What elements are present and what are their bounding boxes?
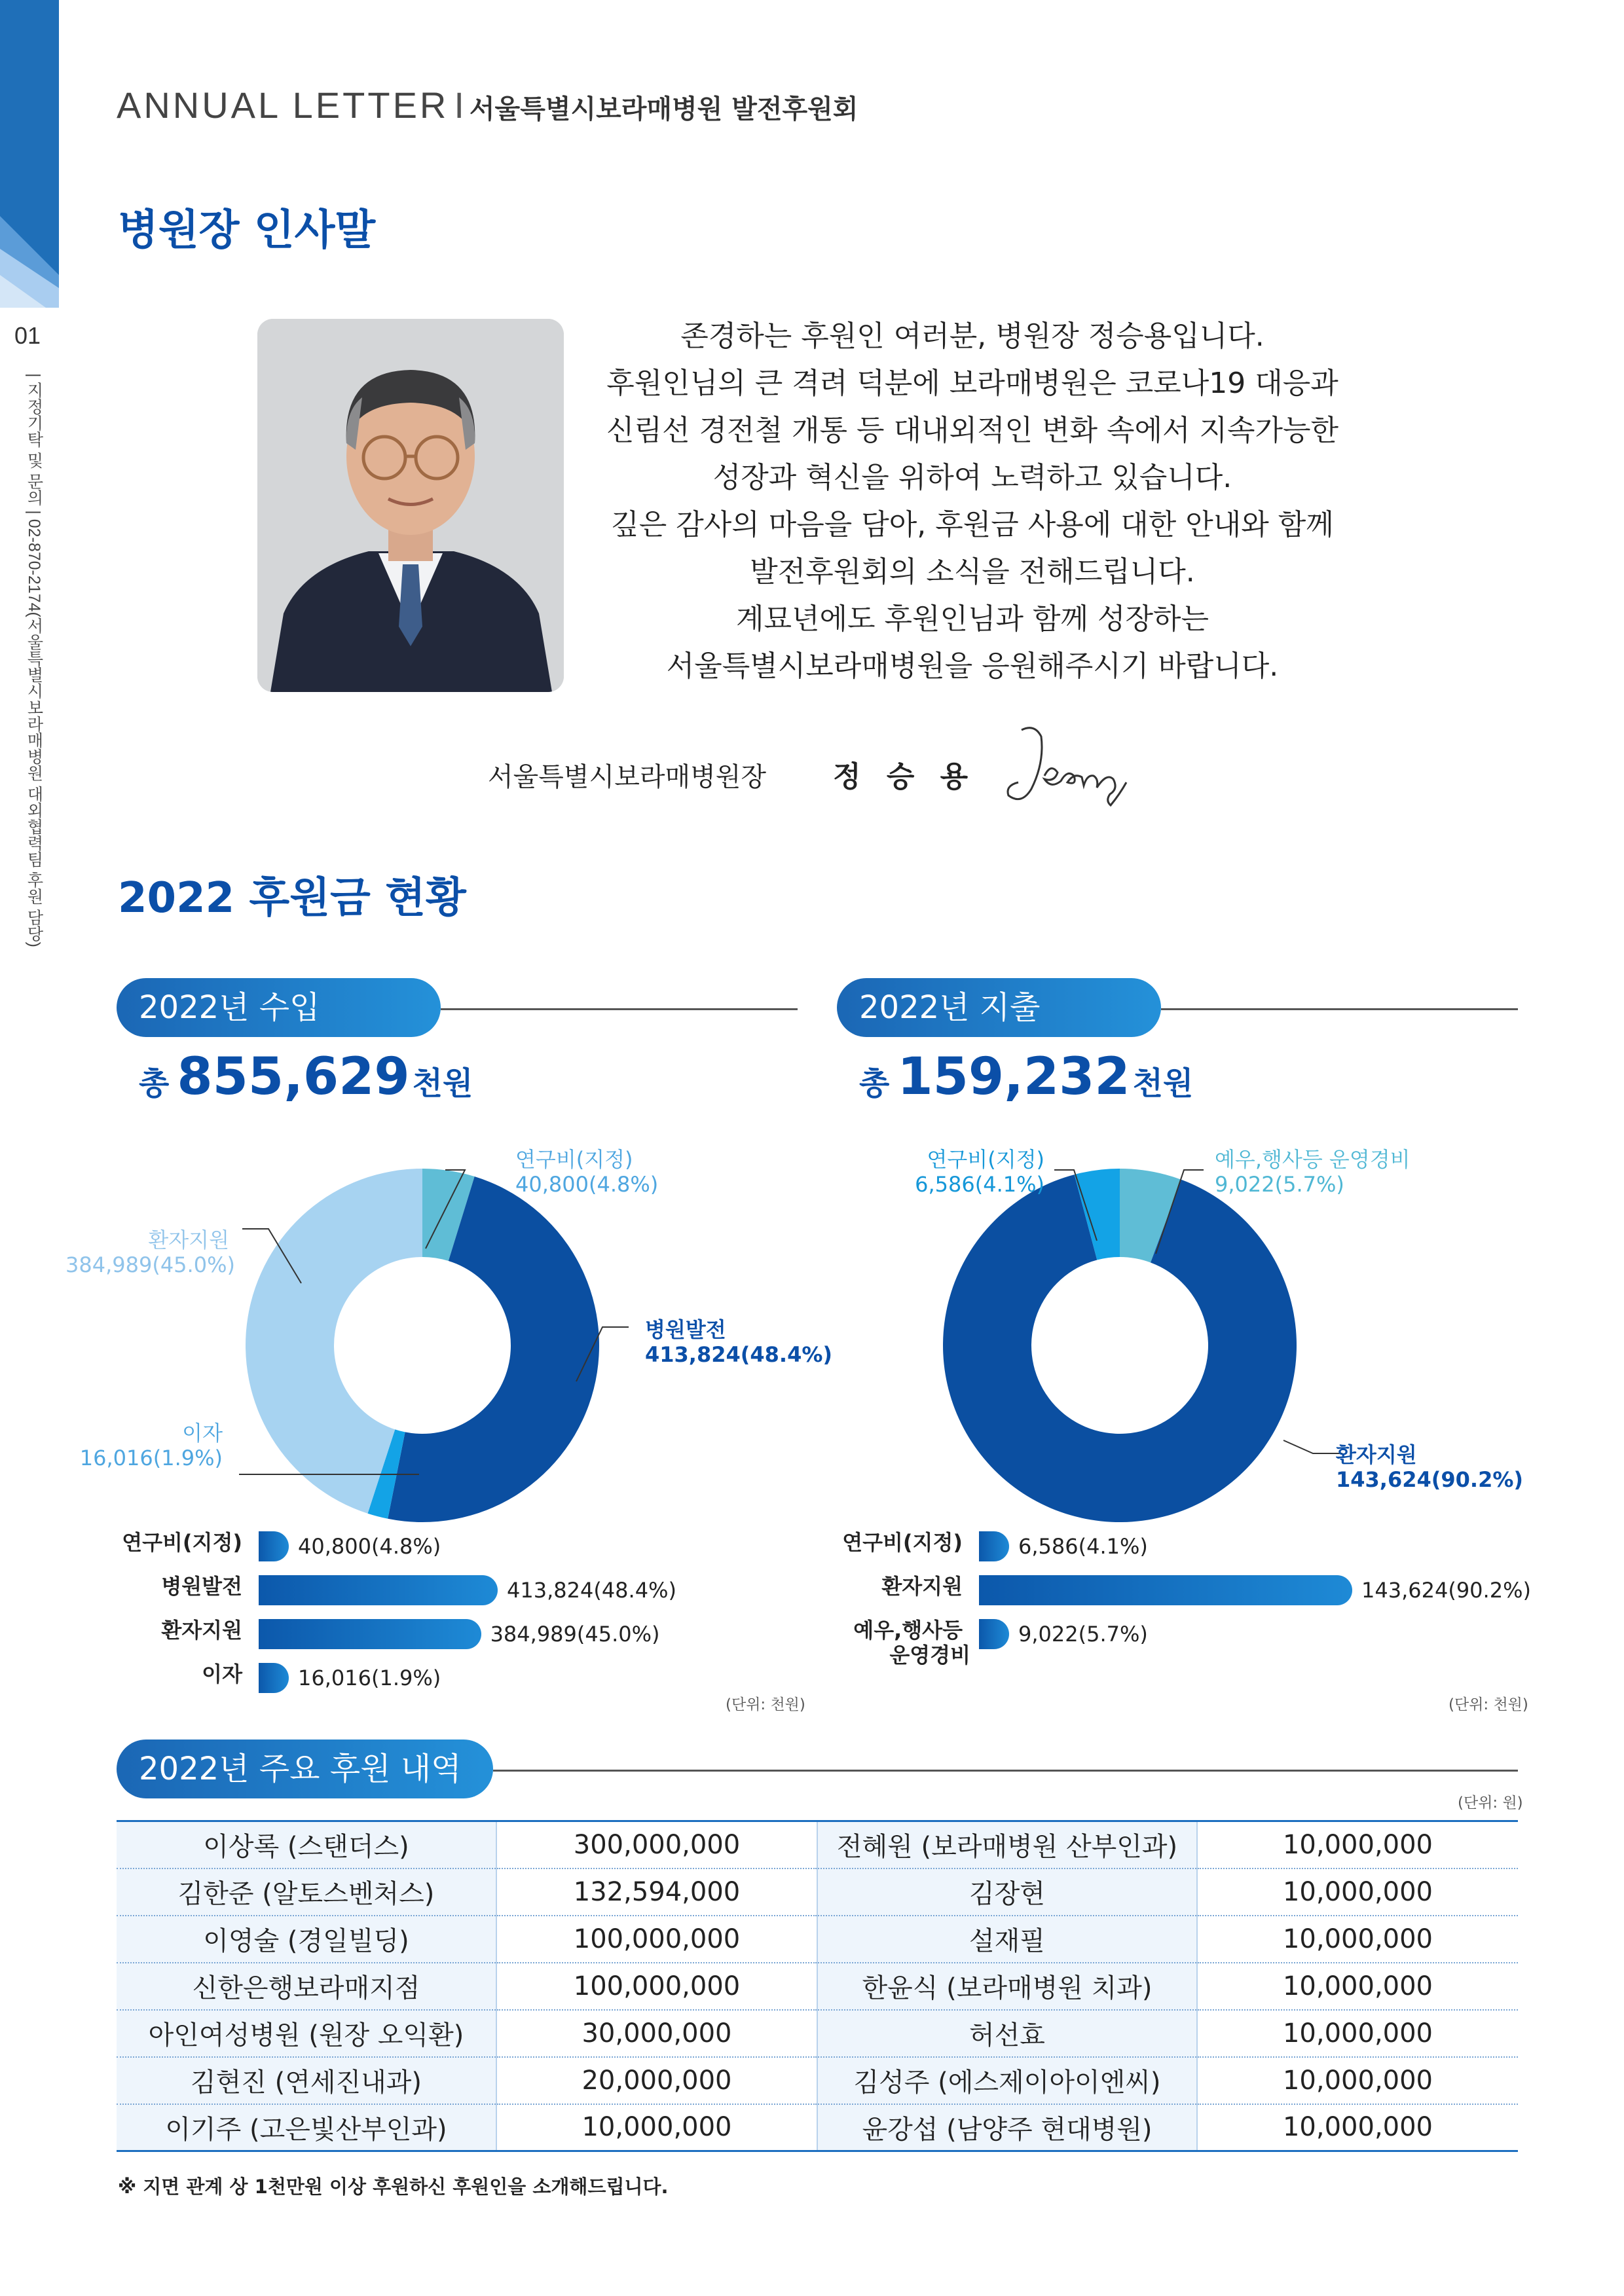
message-line: 성장과 혁신을 위하여 노력하고 있습니다. (712, 461, 1232, 494)
greeting-title: 병원장 인사말 (118, 206, 376, 255)
donors-divider (493, 1770, 1518, 1772)
donor-amount: 100,000,000 (496, 1963, 817, 2010)
donor-amount: 10,000,000 (1197, 1963, 1518, 2010)
donor-amount: 30,000,000 (496, 2010, 817, 2057)
expense-total (859, 1048, 1193, 1106)
income-total-value: 855,629 (177, 1048, 410, 1106)
expense-total-value: 159,232 (897, 1048, 1130, 1106)
page-number: 01 (14, 322, 41, 349)
income-donut (246, 1169, 599, 1522)
income-bar (259, 1531, 289, 1561)
income-value: 40,800(4.8%) (298, 1534, 441, 1559)
expense-value: 143,624(90.2%) (1361, 1578, 1531, 1603)
income-divider (441, 1008, 798, 1010)
donor-amount: 10,000,000 (1197, 2104, 1518, 2151)
donor-name: 김현진 (연세진내과) (117, 2057, 496, 2104)
message-line: 신림선 경전철 개통 등 대내외적인 변화 속에서 지속가능한 (606, 414, 1338, 447)
expense-bar-label: 환자지원 (881, 1574, 963, 1599)
income-total (139, 1048, 473, 1106)
donor-name: 김장현 (817, 1868, 1197, 1916)
donor-amount: 10,000,000 (1197, 1821, 1518, 1868)
income-value: 384,989(45.0%) (490, 1622, 660, 1647)
expense-donut-label-events: 예우,행사등 운영경비 9,022(5.7%) (1215, 1147, 1411, 1197)
expense-divider (1161, 1008, 1518, 1010)
donor-amount: 10,000,000 (496, 2104, 817, 2151)
expense-unit-note: (단위: 천원) (1449, 1696, 1528, 1713)
donor-name: 아인여성병원 (원장 오익환) (117, 2010, 496, 2057)
table-row (117, 2057, 1518, 2104)
table-row (117, 1868, 1518, 1916)
left-decoration (0, 0, 105, 327)
handwritten-signature (995, 717, 1139, 815)
header-en: ANNUAL LETTER (117, 84, 449, 126)
income-bar-label: 이자 (202, 1662, 242, 1686)
income-bar (259, 1619, 481, 1649)
expense-bar (979, 1619, 1009, 1649)
donor-amount: 132,594,000 (496, 1868, 817, 1916)
message-line: 계묘년에도 후원인님과 함께 성장하는 (735, 602, 1209, 636)
income-bar-label: 환자지원 (161, 1618, 242, 1643)
donors-unit-note: (단위: 원) (1458, 1795, 1523, 1812)
table-row (117, 1963, 1518, 2010)
expense-total-prefix: 총 (859, 1065, 890, 1102)
donor-name: 윤강섭 (남양주 현대병원) (817, 2104, 1197, 2151)
donor-table (117, 1820, 1518, 2152)
income-total-unit: 천원 (412, 1065, 473, 1102)
expense-total-unit: 천원 (1132, 1065, 1194, 1102)
donor-name: 허선효 (817, 2010, 1197, 2057)
expense-pill: 2022년 지출 (837, 978, 1161, 1037)
income-bar-label: 병원발전 (161, 1574, 242, 1599)
donor-amount: 10,000,000 (1197, 1916, 1518, 1963)
income-donut-label-development: 병원발전 413,824(48.4%) (645, 1317, 833, 1367)
donor-name: 이기주 (고은빛산부인과) (117, 2104, 496, 2151)
donor-name: 이상록 (스탠더스) (117, 1821, 496, 1868)
expense-donut (943, 1169, 1297, 1522)
message-line: 존경하는 후원인 여러분, 병원장 정승용입니다. (680, 319, 1264, 353)
expense-donut-label-patient: 환자지원 143,624(90.2%) (1336, 1442, 1524, 1492)
donor-name: 한윤식 (보라매병원 치과) (817, 1963, 1197, 2010)
expense-bar-label: 예우,행사등 운영경비 (853, 1618, 970, 1667)
signer-title: 서울특별시보라매병원장 (488, 762, 767, 792)
donor-name: 김성주 (에스제이아이엔씨) (817, 2057, 1197, 2104)
income-total-prefix: 총 (139, 1065, 170, 1102)
income-unit-note: (단위: 천원) (726, 1696, 805, 1713)
donors-pill: 2022년 주요 후원 내역 (117, 1740, 493, 1798)
donor-amount: 20,000,000 (496, 2057, 817, 2104)
message-line: 발전후원회의 소식을 전해드립니다. (750, 555, 1195, 589)
table-row (117, 1916, 1518, 1963)
income-bar (259, 1663, 289, 1693)
expense-donut-label-research: 연구비(지정) 6,586(4.1%) (915, 1147, 1044, 1197)
message-line: 후원인님의 큰 격려 덕분에 보라매병원은 코로나19 대응과 (606, 367, 1338, 400)
side-contact-text: | 지정기탁 및 문의 | 02-870-2174(서울특별시보라매병원 대외협력팀 후원 담당) (25, 373, 43, 947)
table-row (117, 2104, 1518, 2151)
income-bar-label: 연구비(지정) (122, 1530, 242, 1555)
page-header (117, 84, 858, 127)
donor-name: 이영술 (경일빌딩) (117, 1916, 496, 1963)
expense-bar-label: 연구비(지정) (842, 1530, 963, 1555)
donor-name: 설재필 (817, 1916, 1197, 1963)
donor-amount: 10,000,000 (1197, 2010, 1518, 2057)
income-donut-label-research: 연구비(지정) 40,800(4.8%) (515, 1147, 659, 1197)
income-pill: 2022년 수입 (117, 978, 441, 1037)
expense-bar (979, 1575, 1352, 1605)
income-bar (259, 1575, 498, 1605)
expense-bar (979, 1531, 1009, 1561)
portrait-illustration (257, 319, 564, 692)
income-donut-label-patient: 환자지원 384,989(45.0%) (65, 1228, 235, 1277)
director-photo (257, 319, 564, 692)
table-row (117, 1821, 1518, 1868)
donor-name: 김한준 (알토스벤처스) (117, 1868, 496, 1916)
message-line: 서울특별시보라매병원을 응원해주시기 바랍니다. (666, 649, 1279, 683)
donor-amount: 10,000,000 (1197, 2057, 1518, 2104)
sponsorship-title: 2022 후원금 현황 (118, 874, 466, 922)
leader-line (1283, 1440, 1342, 1453)
signer-name: 정 승 용 (833, 760, 976, 793)
message-line: 깊은 감사의 마음을 담아, 후원금 사용에 대한 안내와 함께 (611, 508, 1334, 541)
footnote: ※ 지면 관계 상 1천만원 이상 후원하신 후원인을 소개해드립니다. (118, 2176, 669, 2198)
donor-name: 전혜원 (보라매병원 산부인과) (817, 1821, 1197, 1868)
donor-amount: 10,000,000 (1197, 1868, 1518, 1916)
income-value: 413,824(48.4%) (507, 1578, 676, 1603)
greeting-message (589, 313, 1356, 690)
income-value: 16,016(1.9%) (298, 1666, 441, 1690)
table-row (117, 2010, 1518, 2057)
donor-name: 신한은행보라매지점 (117, 1963, 496, 2010)
donor-amount: 300,000,000 (496, 1821, 817, 1868)
expense-value: 6,586(4.1%) (1018, 1534, 1148, 1559)
header-separator: I (454, 84, 464, 126)
donor-amount: 100,000,000 (496, 1916, 817, 1963)
header-ko: 서울특별시보라매병원 발전후원회 (469, 94, 858, 124)
income-donut-label-interest: 이자 16,016(1.9%) (79, 1421, 223, 1470)
expense-value: 9,022(5.7%) (1018, 1622, 1148, 1647)
